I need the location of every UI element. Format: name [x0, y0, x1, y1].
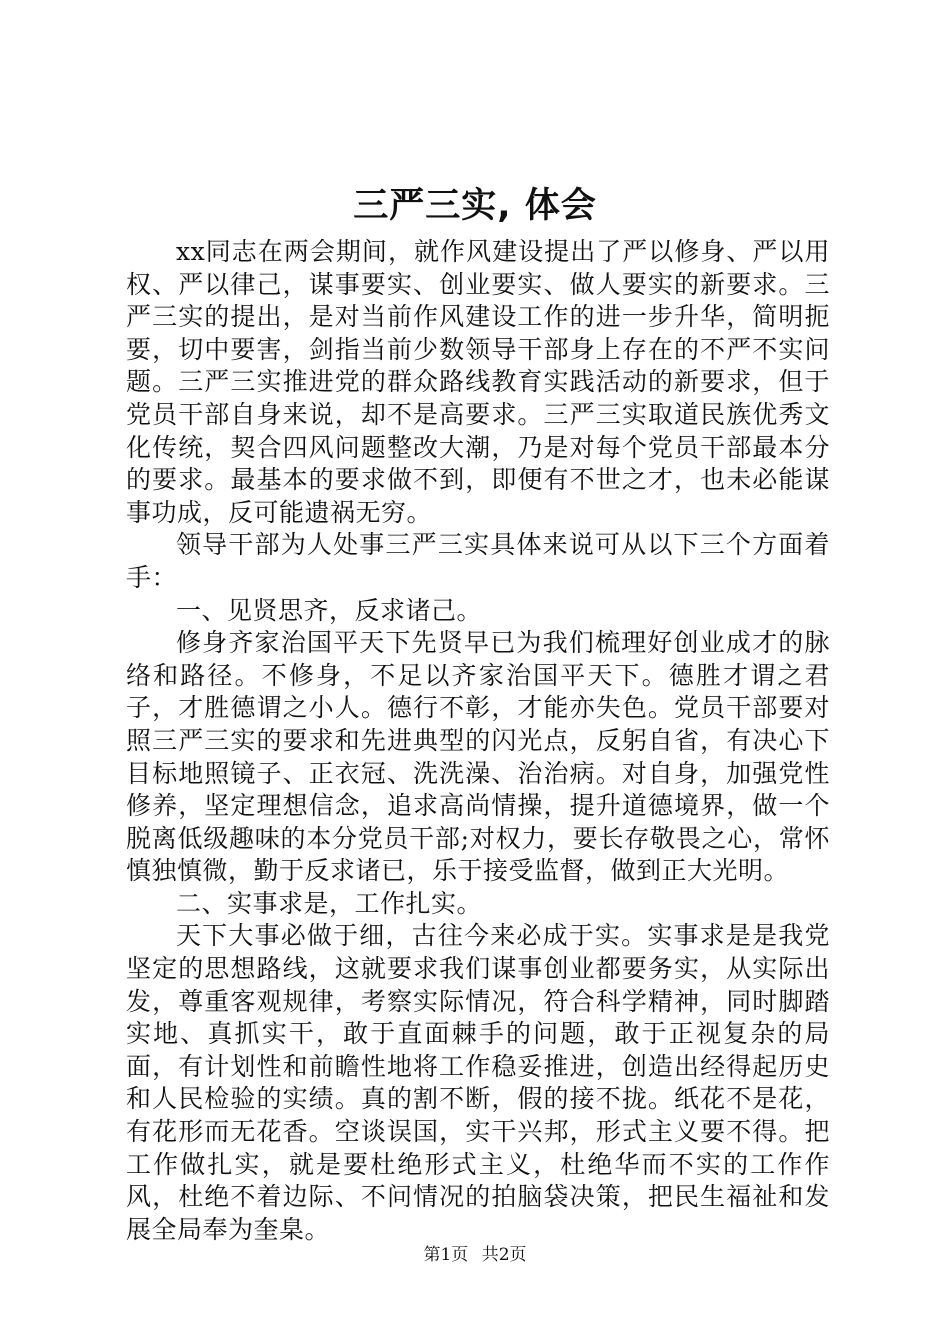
section-heading: 一、见贤思齐，反求诸己。	[176, 595, 483, 625]
document-title: 三严三实, 体会	[353, 186, 597, 226]
paragraph: 天下大事必做于细，古往今来必成于实。实事求是是我党坚定的思想路线，这就要求我们谋事创业都要务实，从实际出发，尊重客观规律，考察实际情况，符合科学精神，同时脚踏实地、真抓实干，敢于直面棘手的问题，敢于正视复杂的局面，有计划性和前瞻性地将工作稳妥推进，创造出经得起历史和人民检验的实绩。真的割不断，假的接不拢。纸花不是花，有花形而无花香。空谈误国，实干兴邦，形式主义要不得。把工作做扎实，就是要杜绝形式主义，杜绝华而不实的工作作风，杜绝不着边际、不问情况的拍脑袋决策，把民生福祉和发展全局奉为奎臬。	[126, 921, 830, 1244]
paragraph: 修身齐家治国平天下先贤早已为我们梳理好创业成才的脉络和路径。不修身，不足以齐家治国平天下。德胜才谓之君子，才胜德谓之小人。德行不彰，才能亦失色。党员干部要对照三严三实的要求和先进典型的闪光点，反躬自省，有决心下目标地照镜子、正衣冠、洗洗澡、治治病。对自身，加强党性修养，坚定理想信念，追求高尚情操，提升道德境界，做一个脱离低级趣味的本分党员干部;对权力，要长存敬畏之心，常怀慎独慎微，勤于反求诸已，乐于接受监督，做到正大光明。	[126, 628, 830, 886]
page-number-total: 共2页	[481, 1245, 527, 1265]
page-number-current: 第1页	[423, 1245, 469, 1265]
paragraph: 领导干部为人处事三严三实具体来说可从以下三个方面着手：	[126, 530, 830, 592]
document-body	[126, 236, 830, 1246]
section-heading: 二、实事求是，工作扎实。	[176, 888, 483, 918]
paragraph: xx同志在两会期间，就作风建设提出了严以修身、严以用权、严以律己，谋事要实、创业要实、做人要实的新要求。三严三实的提出，是对当前作风建设工作的进一步升华，简明扼要，切中要害，剑指当前少数领导干部身上存在的不严不实问题。三严三实推进党的群众路线教育实践活动的新要求，但于党员干部自身来说，却不是高要求。三严三实取道民族优秀文化传统，契合四风问题整改大潮，乃是对每个党员干部最本分的要求。最基本的要求做不到，即便有不世之才，也未必能谋事功成，反可能遗祸无穷。	[126, 237, 830, 527]
page-footer	[0, 1244, 950, 1266]
